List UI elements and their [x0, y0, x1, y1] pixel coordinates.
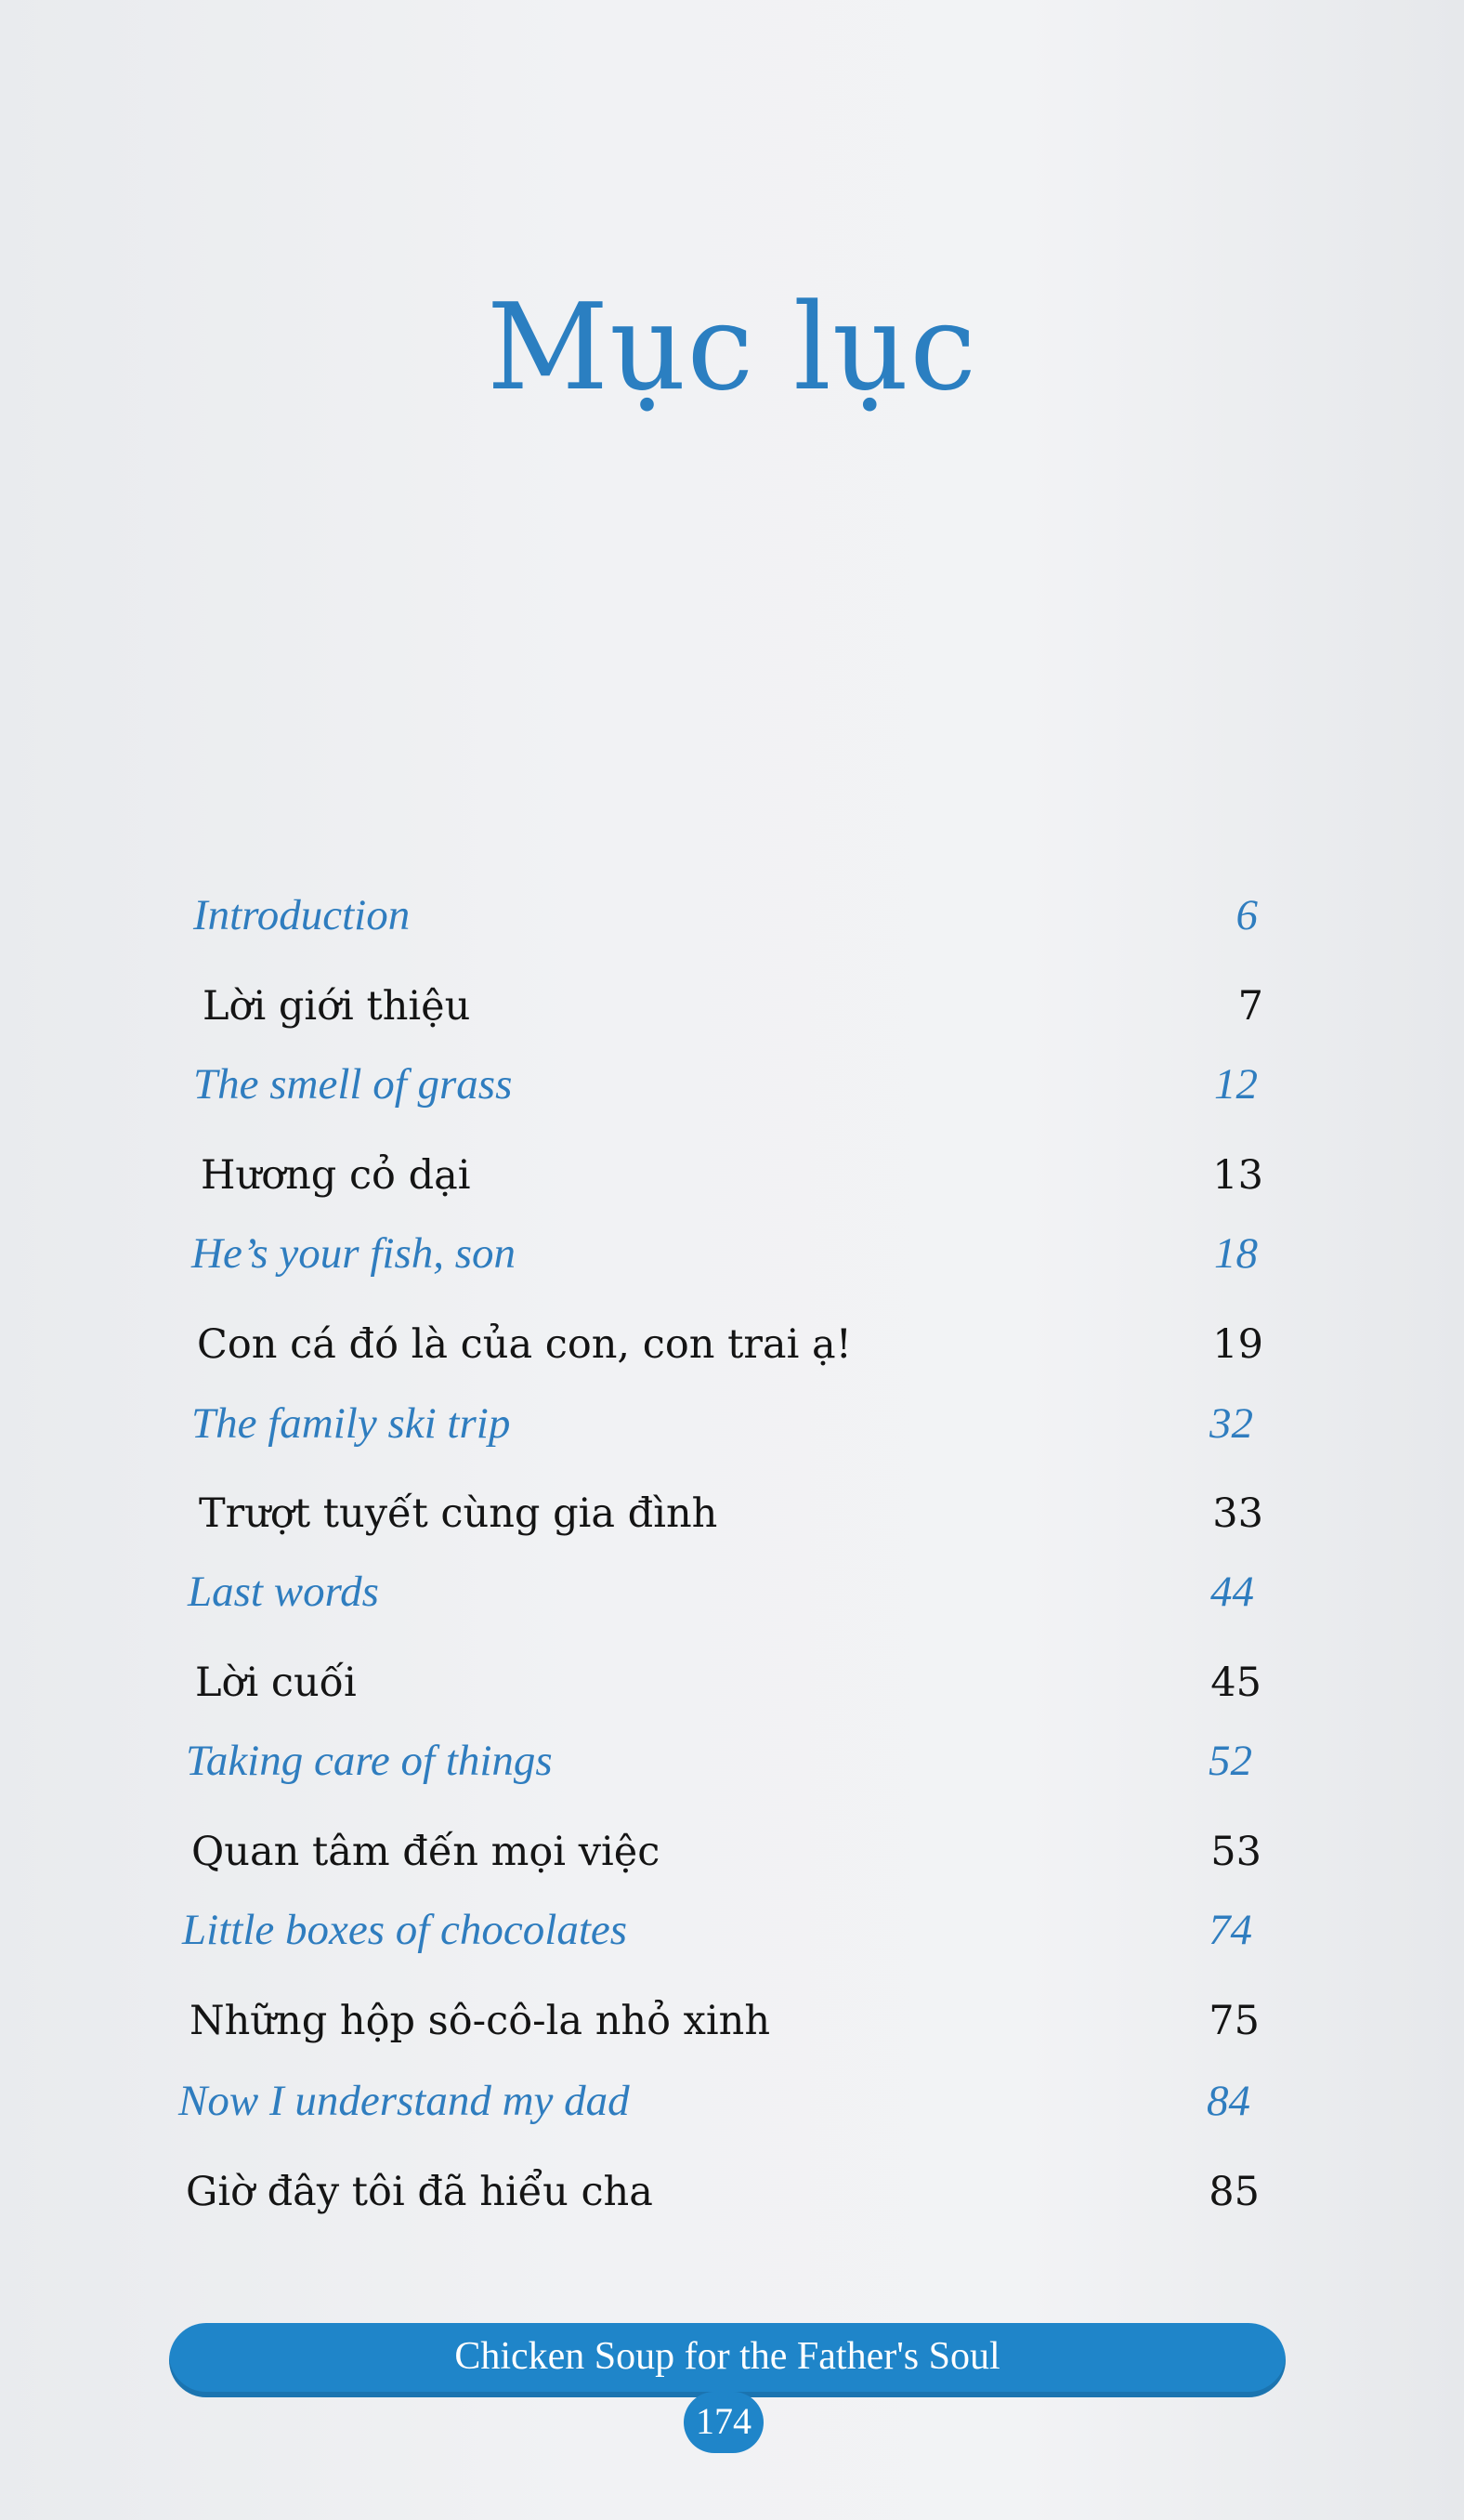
toc-entry — [193, 890, 1258, 955]
toc-entry-title: He’s your fish, son — [191, 1229, 516, 1278]
toc-entry — [201, 1152, 1263, 1217]
page-number: 174 — [684, 2392, 764, 2453]
toc-entry-title: Quan tâm đến mọi việc — [191, 1829, 660, 1875]
toc-entry — [197, 1321, 1263, 1386]
footer-book-title: Chicken Soup for the Father's Soul — [454, 2335, 1000, 2378]
toc-entry-title: Những hộp sô-cô-la nhỏ xinh — [190, 1998, 771, 2044]
toc-entry — [193, 1059, 1258, 1124]
toc-entry-title: Giờ đây tôi đã hiểu cha — [186, 2169, 653, 2215]
toc-entry-page: 85 — [1209, 2169, 1260, 2215]
toc-entry-title: The smell of grass — [193, 1060, 513, 1109]
toc-entry-title: Con cá đó là của con, con trai ạ! — [197, 1321, 852, 1368]
toc-entry-page: 12 — [1214, 1060, 1258, 1109]
toc-entry-title: Little boxes of chocolates — [182, 1906, 628, 1954]
toc-entry-page: 19 — [1212, 1321, 1263, 1368]
toc-entry — [188, 1567, 1254, 1632]
footer-banner — [169, 2323, 1286, 2397]
toc-entry — [191, 1398, 1253, 1463]
toc-entry — [199, 1490, 1263, 1555]
toc-entry-page: 44 — [1210, 1568, 1254, 1616]
toc-entry-title: Last words — [188, 1568, 379, 1616]
toc-entry-title: The family ski trip — [191, 1399, 511, 1448]
toc-entry — [182, 1905, 1252, 1970]
toc-entry — [191, 1228, 1258, 1293]
toc-entry-page: 84 — [1207, 2077, 1250, 2125]
toc-entry-page: 33 — [1212, 1490, 1263, 1537]
toc-entry — [186, 1736, 1252, 1801]
toc-entry-page: 75 — [1209, 1998, 1260, 2044]
toc-entry-page: 53 — [1210, 1829, 1261, 1875]
toc-entry — [191, 1829, 1261, 1894]
toc-entry-page: 13 — [1212, 1152, 1263, 1199]
toc-entry — [195, 1660, 1261, 1725]
toc-entry-page: 7 — [1237, 983, 1263, 1030]
toc-entry-title: Lời cuối — [195, 1660, 357, 1706]
toc-entry-page: 18 — [1214, 1229, 1258, 1278]
toc-entry-page: 52 — [1209, 1737, 1252, 1785]
toc-entry-page: 74 — [1209, 1906, 1252, 1954]
page-title: Mục lục — [487, 279, 977, 417]
toc-entry — [190, 1998, 1260, 2063]
toc-entry-title: Hương cỏ dại — [201, 1152, 471, 1199]
toc-entry-title: Taking care of things — [186, 1737, 553, 1785]
toc-entry — [186, 2169, 1260, 2234]
toc-entry-title: Lời giới thiệu — [203, 983, 471, 1030]
toc-entry-title: Introduction — [193, 891, 411, 939]
toc-entry-page: 32 — [1209, 1399, 1253, 1448]
toc-entry-page: 6 — [1235, 891, 1258, 939]
toc-entry — [203, 983, 1263, 1048]
toc-entry-title: Trượt tuyết cùng gia đình — [199, 1490, 718, 1537]
toc-entry-title: Now I understand my dad — [178, 2077, 630, 2125]
toc-entry-page: 45 — [1210, 1660, 1261, 1706]
toc-entry — [178, 2076, 1250, 2141]
